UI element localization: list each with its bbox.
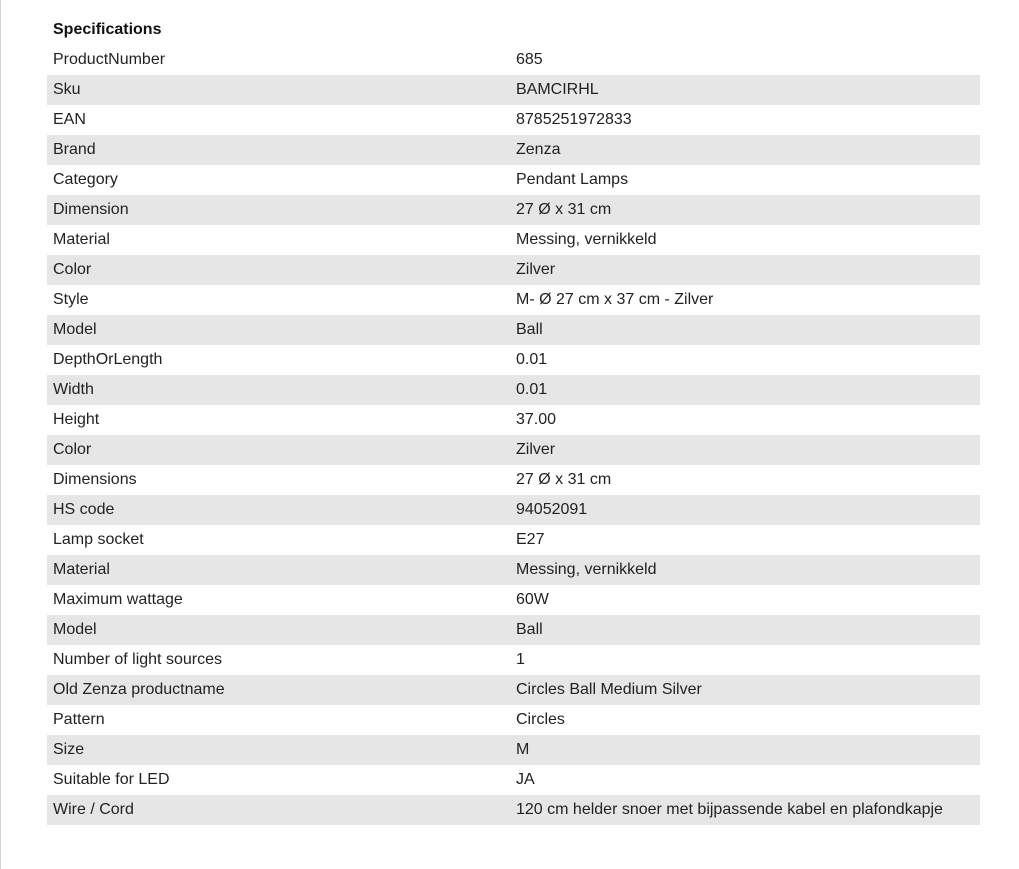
spec-label: Pattern bbox=[53, 711, 105, 728]
spec-row bbox=[47, 555, 980, 585]
spec-row bbox=[47, 375, 980, 405]
page-left-border bbox=[0, 0, 1, 869]
spec-label: Dimension bbox=[47, 195, 510, 225]
spec-value: Circles Ball Medium Silver bbox=[510, 675, 980, 705]
spec-label: Lamp socket bbox=[53, 531, 144, 548]
spec-label: Wire / Cord bbox=[47, 795, 510, 825]
spec-label: Sku bbox=[47, 75, 510, 105]
spec-value: Zenza bbox=[510, 135, 980, 165]
spec-row bbox=[47, 165, 980, 195]
spec-label: Model bbox=[47, 615, 510, 645]
spec-label: Suitable for LED bbox=[53, 771, 170, 788]
spec-value: 27 Ø x 31 cm bbox=[510, 195, 980, 225]
spec-value: Pendant Lamps bbox=[516, 171, 629, 188]
specifications-table bbox=[47, 45, 980, 825]
spec-label: Old Zenza productname bbox=[47, 675, 510, 705]
spec-label: DepthOrLength bbox=[53, 351, 163, 368]
spec-label: Size bbox=[47, 735, 510, 765]
spec-label: Maximum wattage bbox=[53, 591, 183, 608]
spec-row bbox=[47, 465, 980, 495]
spec-row bbox=[47, 105, 980, 135]
spec-row bbox=[47, 765, 980, 795]
spec-value: 685 bbox=[516, 51, 543, 68]
spec-value: 37.00 bbox=[516, 411, 557, 428]
spec-row bbox=[47, 195, 980, 225]
spec-row bbox=[47, 645, 980, 675]
spec-label: Category bbox=[53, 171, 118, 188]
spec-row bbox=[47, 255, 980, 285]
spec-value: 8785251972833 bbox=[516, 111, 632, 128]
spec-label: Height bbox=[53, 411, 100, 428]
spec-value: Zilver bbox=[510, 255, 980, 285]
spec-row bbox=[47, 405, 980, 435]
spec-label: EAN bbox=[53, 111, 86, 128]
spec-value: 0.01 bbox=[516, 351, 548, 368]
spec-row bbox=[47, 315, 980, 345]
spec-value: 1 bbox=[516, 651, 525, 668]
spec-value: BAMCIRHL bbox=[510, 75, 980, 105]
spec-value: M- Ø 27 cm x 37 cm - Zilver bbox=[516, 291, 714, 308]
spec-row bbox=[47, 285, 980, 315]
spec-row bbox=[47, 135, 980, 165]
spec-value: 0.01 bbox=[510, 375, 980, 405]
spec-label: Dimensions bbox=[53, 471, 137, 488]
spec-row bbox=[47, 525, 980, 555]
spec-value: JA bbox=[516, 771, 535, 788]
spec-row bbox=[47, 585, 980, 615]
spec-row bbox=[47, 615, 980, 645]
spec-row bbox=[47, 225, 980, 255]
spec-label: Model bbox=[47, 315, 510, 345]
spec-label: Width bbox=[47, 375, 510, 405]
spec-row bbox=[47, 705, 980, 735]
spec-label: Brand bbox=[47, 135, 510, 165]
spec-value: 120 cm helder snoer met bijpassende kabel en plafondkapje bbox=[510, 795, 980, 825]
spec-value: 60W bbox=[516, 591, 549, 608]
spec-value: 94052091 bbox=[510, 495, 980, 525]
spec-label: Style bbox=[53, 291, 89, 308]
spec-value: Messing, vernikkeld bbox=[516, 231, 657, 248]
spec-value: 27 Ø x 31 cm bbox=[516, 471, 612, 488]
spec-label: Material bbox=[47, 555, 510, 585]
spec-label: Color bbox=[47, 255, 510, 285]
spec-label: Material bbox=[53, 231, 110, 248]
spec-label: Color bbox=[47, 435, 510, 465]
spec-label: Number of light sources bbox=[53, 651, 222, 668]
spec-value: E27 bbox=[516, 531, 545, 548]
spec-value: Circles bbox=[516, 711, 565, 728]
spec-value: Zilver bbox=[510, 435, 980, 465]
spec-value: Ball bbox=[510, 615, 980, 645]
spec-value: Ball bbox=[510, 315, 980, 345]
spec-row bbox=[47, 345, 980, 375]
spec-row bbox=[47, 45, 980, 75]
spec-row bbox=[47, 735, 980, 765]
specifications-section bbox=[47, 15, 974, 825]
spec-row bbox=[47, 675, 980, 705]
spec-label: ProductNumber bbox=[53, 51, 166, 68]
spec-row bbox=[47, 495, 980, 525]
spec-row bbox=[47, 435, 980, 465]
spec-value: Messing, vernikkeld bbox=[510, 555, 980, 585]
spec-row bbox=[47, 795, 980, 825]
specifications-table-body bbox=[47, 45, 980, 825]
specifications-heading: Specifications bbox=[53, 21, 162, 38]
spec-label: HS code bbox=[47, 495, 510, 525]
spec-value: M bbox=[510, 735, 980, 765]
spec-row bbox=[47, 75, 980, 105]
